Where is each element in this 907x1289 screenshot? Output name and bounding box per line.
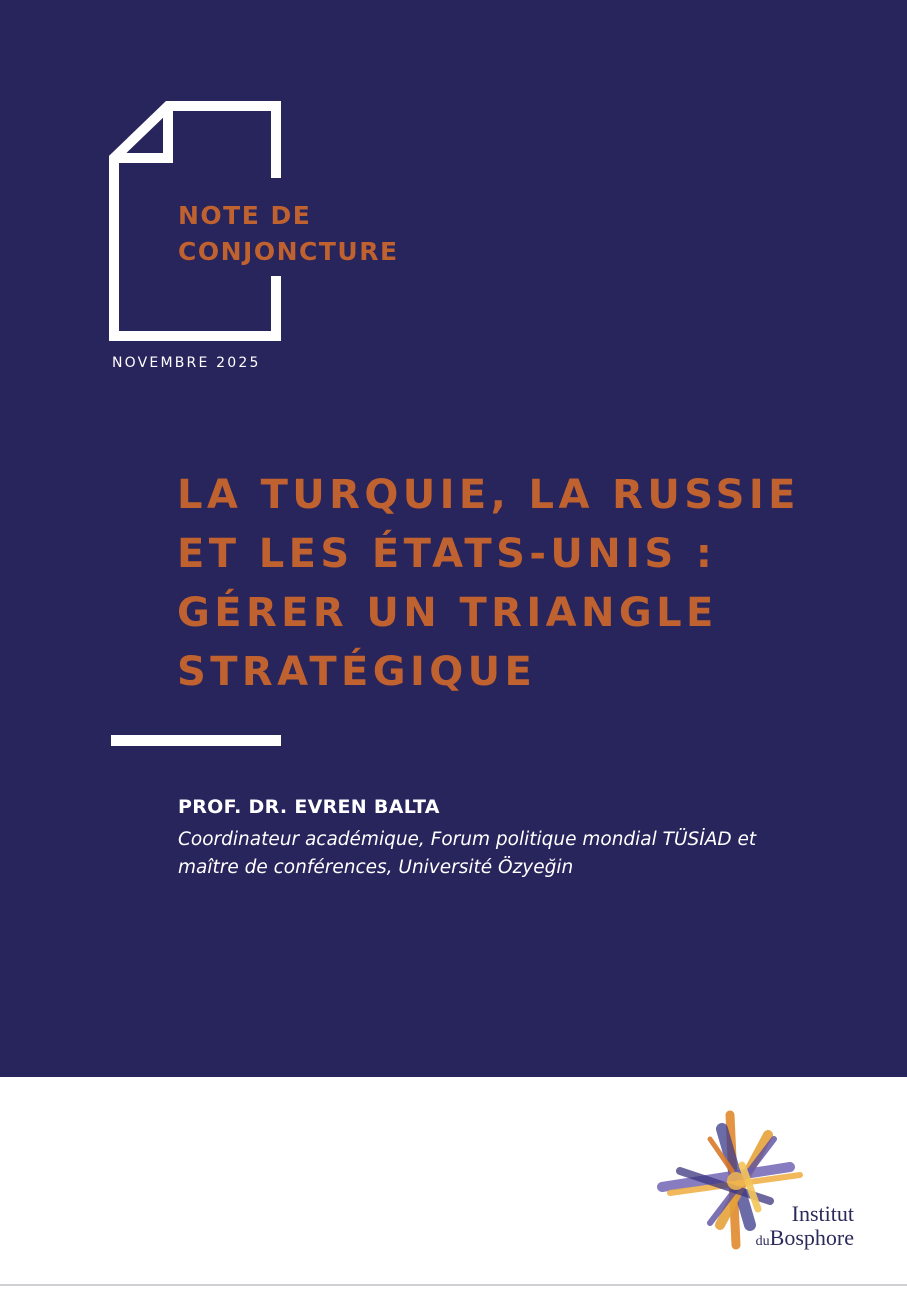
series-label: NOTE DE CONJONCTURE (178, 198, 403, 270)
footer-rule (0, 1284, 907, 1286)
logo-wordmark (724, 1202, 854, 1254)
logo-line-institut: Institut (791, 1201, 854, 1226)
publication-date: NOVEMBRE 2025 (112, 355, 261, 371)
document-title: LA TURQUIE, LA RUSSIE ET LES ÉTATS-UNIS : GÉRER UN TRIANGLE STRATÉGIQUE (177, 472, 800, 695)
logo-line-bosphore (724, 1226, 854, 1254)
author-affiliation: Coordinateur académique, Forum politique mondial TÜSİAD et maître de conférences, Université Özyeğin (178, 829, 757, 878)
logo-du: du (755, 1234, 770, 1249)
author-name: PROF. DR. EVREN BALTA (178, 796, 440, 818)
logo-bosphore: Bosphore (769, 1225, 854, 1250)
divider-bar (111, 735, 281, 746)
